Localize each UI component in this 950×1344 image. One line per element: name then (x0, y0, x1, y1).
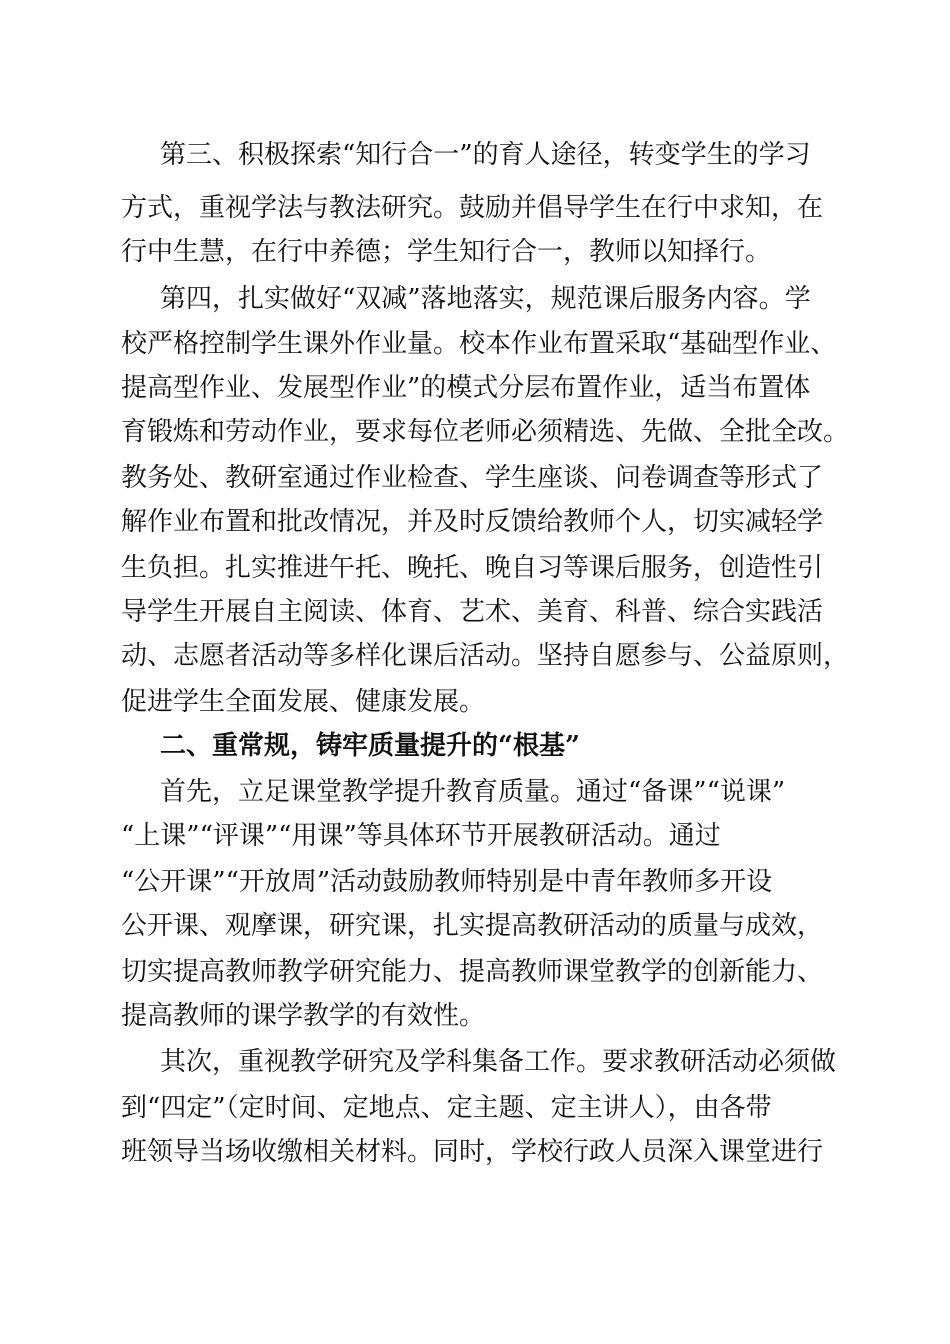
line-text: 班领导当场收缴相关材料。同时，学校行政人员深入课堂进行 (121, 1137, 824, 1167)
paragraph-first-line-4 (0, 904, 950, 948)
line-text: 第四，扎实做好“双减”落地落实，规范课后服务内容。学 (160, 284, 811, 314)
line-text: 导学生开展自主阅读、体育、艺术、美育、科普、综合实践活 (121, 597, 824, 627)
line-text: 第三、积极探索“知行合一”的育人途径，转变学生的学习 (160, 140, 811, 170)
line-text: 其次，重视教学研究及学科集备工作。要求教研活动必须做 (160, 1047, 837, 1077)
line-text: 公开课、观摩课，研究课，扎实提高教研活动的质量与成效， (121, 911, 824, 941)
line-text: 促进学生全面发展、健康发展。 (121, 687, 486, 717)
paragraph-third-line-3 (0, 230, 950, 274)
line-text: 教务处、教研室通过作业检查、学生座谈、问卷调查等形式了 (121, 463, 824, 493)
line-text: 切实提高教师教学研究能力、提高教师课堂教学的创新能力、 (121, 957, 824, 987)
line-text: 生负担。扎实推进午托、晚托、晚自习等课后服务，创造性引 (121, 553, 824, 583)
paragraph-first-line-1 (0, 770, 950, 814)
line-text: 育锻炼和劳动作业，要求每位老师必须精选、先做、全批全改。 (121, 417, 850, 447)
paragraph-third-line-2 (0, 186, 950, 230)
line-text: 校严格控制学生课外作业量。校本作业布置采取“基础型作业、 (121, 329, 837, 359)
section-heading (0, 724, 950, 768)
line-text: 动、志愿者活动等多样化课后活动。坚持自愿参与、公益原则， (121, 641, 850, 671)
paragraph-fourth-line-5 (0, 456, 950, 500)
line-text: “公开课”“开放周”活动鼓励教师特别是中青年教师多开设 (121, 867, 773, 897)
line-text: 行中生慧，在行中养德；学生知行合一，教师以知择行。 (121, 237, 772, 267)
paragraph-first-line-2 (0, 814, 950, 858)
paragraph-fourth-line-2 (0, 322, 950, 366)
paragraph-fourth-line-1 (0, 277, 950, 321)
line-text: 首先，立足课堂教学提升教育质量。通过“备课”“说课” (160, 777, 786, 807)
line-text: “上课”“评课”“用课”等具体环节开展教研活动。通过 (121, 821, 721, 851)
line-text: 方式，重视学法与教法研究。鼓励并倡导学生在行中求知，在 (121, 193, 824, 223)
paragraph-fourth-line-3 (0, 366, 950, 410)
paragraph-second-line-1 (0, 1040, 950, 1084)
paragraph-fourth-line-9 (0, 634, 950, 678)
line-text: 提高型作业、发展型作业”的模式分层布置作业，适当布置体 (121, 373, 811, 403)
paragraph-second-line-2 (0, 1086, 950, 1130)
paragraph-first-line-5 (0, 950, 950, 994)
line-text: 到“四定”（定时间、定地点、定主题、定主讲人），由各带 (121, 1093, 772, 1123)
heading-text: 二、重常规，铸牢质量提升的“根基” (160, 731, 580, 761)
paragraph-fourth-line-8 (0, 590, 950, 634)
paragraph-fourth-line-6 (0, 500, 950, 544)
paragraph-fourth-line-10 (0, 680, 950, 724)
paragraph-first-line-6 (0, 994, 950, 1038)
paragraph-first-line-3 (0, 860, 950, 904)
paragraph-third-line-1 (0, 133, 950, 177)
line-text: 提高教师的课学教学的有效性。 (121, 1001, 486, 1031)
line-text: 解作业布置和批改情况，并及时反馈给教师个人，切实减轻学 (121, 507, 824, 537)
paragraph-fourth-line-4 (0, 410, 950, 454)
paragraph-fourth-line-7 (0, 546, 950, 590)
paragraph-second-line-3 (0, 1130, 950, 1174)
